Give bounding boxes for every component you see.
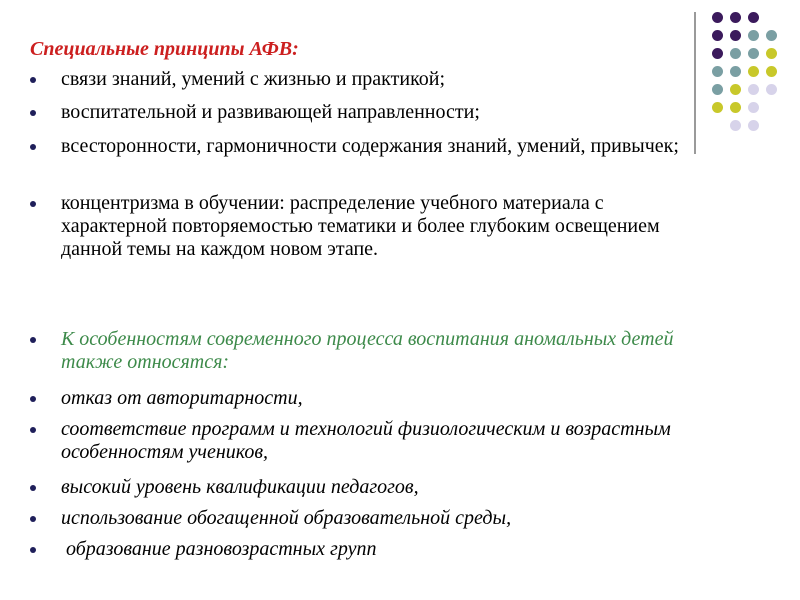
list-item-text: связи знаний, умений с жизнью и практикой; <box>61 68 446 90</box>
list-item-text: использование обогащенной образовательной среды, <box>61 507 512 529</box>
list-item-text: всесторонности, гармоничности содержания знаний, умений, привычек; <box>61 135 679 157</box>
list-item-text: отказ от авторитарности, <box>61 387 303 409</box>
list-item-text: воспитательной и развивающей направленности; <box>61 101 480 123</box>
list-item <box>30 135 690 158</box>
list-item <box>30 68 720 91</box>
bullet-icon <box>30 201 36 207</box>
slide-title: Специальные принципы АФВ: <box>30 38 299 60</box>
bullet-icon <box>30 110 36 116</box>
list-item <box>30 387 720 410</box>
list-item-text: соответствие программ и технологий физиологическим и возрастным особенностям учеников, <box>61 418 671 463</box>
bullet-icon <box>30 516 36 522</box>
list-item-text: образование разновозрастных групп <box>61 538 377 560</box>
bullet-icon <box>30 144 36 150</box>
list-item <box>30 538 720 561</box>
list-item-text: высокий уровень квалификации педагогов, <box>61 476 419 498</box>
list-item-text: концентризма в обучении: распределение учебного материала с характерной повторяемостью тематики и более глубоким освещением данной темы на каждом новом этапе. <box>61 192 660 260</box>
list-item <box>30 418 740 464</box>
list-item <box>30 192 690 261</box>
bullet-icon <box>30 485 36 491</box>
bullet-icon <box>30 396 36 402</box>
bullet-icon <box>30 337 36 343</box>
list-item <box>30 101 720 124</box>
list-item-heading <box>30 328 690 374</box>
list-item <box>30 507 720 530</box>
bullet-icon <box>30 77 36 83</box>
features-heading: К особенностям современного процесса воспитания аномальных детей также относятся: <box>61 328 674 373</box>
bullet-icon <box>30 427 36 433</box>
list-item <box>30 476 720 499</box>
bullet-icon <box>30 547 36 553</box>
